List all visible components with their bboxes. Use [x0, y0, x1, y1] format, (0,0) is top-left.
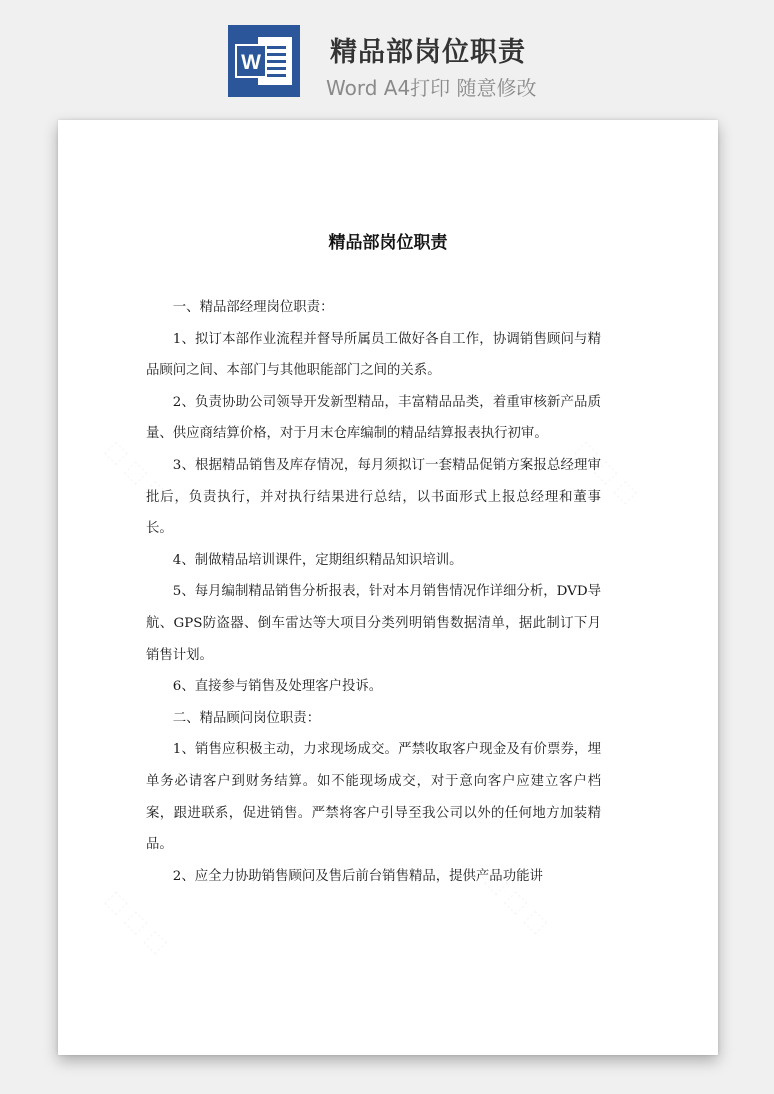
watermark: [100, 887, 172, 959]
paragraph: 1、销售应积极主动，力求现场成交。严禁收取客户现金及有价票券，埋单务必请客户到财务结算。如不能现场成交，对于意向客户应建立客户档案，跟进联系，促进销售。严禁将客户引导至我公司以外的任何地方加装精品。: [146, 742, 601, 853]
paragraph: 4、制做精品培训课件，定期组织精品知识培训。: [172, 552, 463, 568]
section-heading: 二、精品顾问岗位职责：: [172, 710, 321, 726]
section-heading: 一、精品部经理岗位职责：: [172, 300, 334, 315]
paragraph: 5、每月编制精品销售分析报表，针对本月销售情况作详细分析，DVD导航、GPS防盗器、倒车雷达等大项目分类列明销售数据清单，据此制订下月销售计划。: [146, 584, 601, 663]
paragraph: 6、直接参与销售及处理客户投诉。: [172, 679, 383, 695]
header-banner: [0, 0, 774, 118]
word-doc-icon: [228, 25, 300, 97]
paragraph: 2、应全力协助销售顾问及售后前台销售精品，提供产品功能讲: [172, 868, 543, 884]
paragraph: 3、根据精品销售及库存情况，每月须拟订一套精品促销方案报总经理审批后，负责执行，并对执行结果进行总结，以书面形式上报总经理和董事长。: [146, 457, 601, 537]
document-title: 精品部岗位职责: [328, 233, 448, 253]
document-page: [58, 120, 718, 1055]
banner-subtitle: Word A4打印 随意修改: [326, 76, 537, 100]
banner-title: 精品部岗位职责: [330, 37, 526, 68]
word-logo-letter: W: [241, 51, 261, 74]
paragraph: 1、拟订本部作业流程并督导所属员工做好各自工作，协调销售顾问与精品顾问之间、本部门与其他职能部门之间的关系。: [146, 331, 601, 379]
paragraph: 2、负责协助公司领导开发新型精品，丰富精品品类，着重审核新产品质量、供应商结算价格，对于月末仓库编制的精品结算报表执行初审。: [146, 394, 601, 442]
document-body: [146, 292, 601, 892]
